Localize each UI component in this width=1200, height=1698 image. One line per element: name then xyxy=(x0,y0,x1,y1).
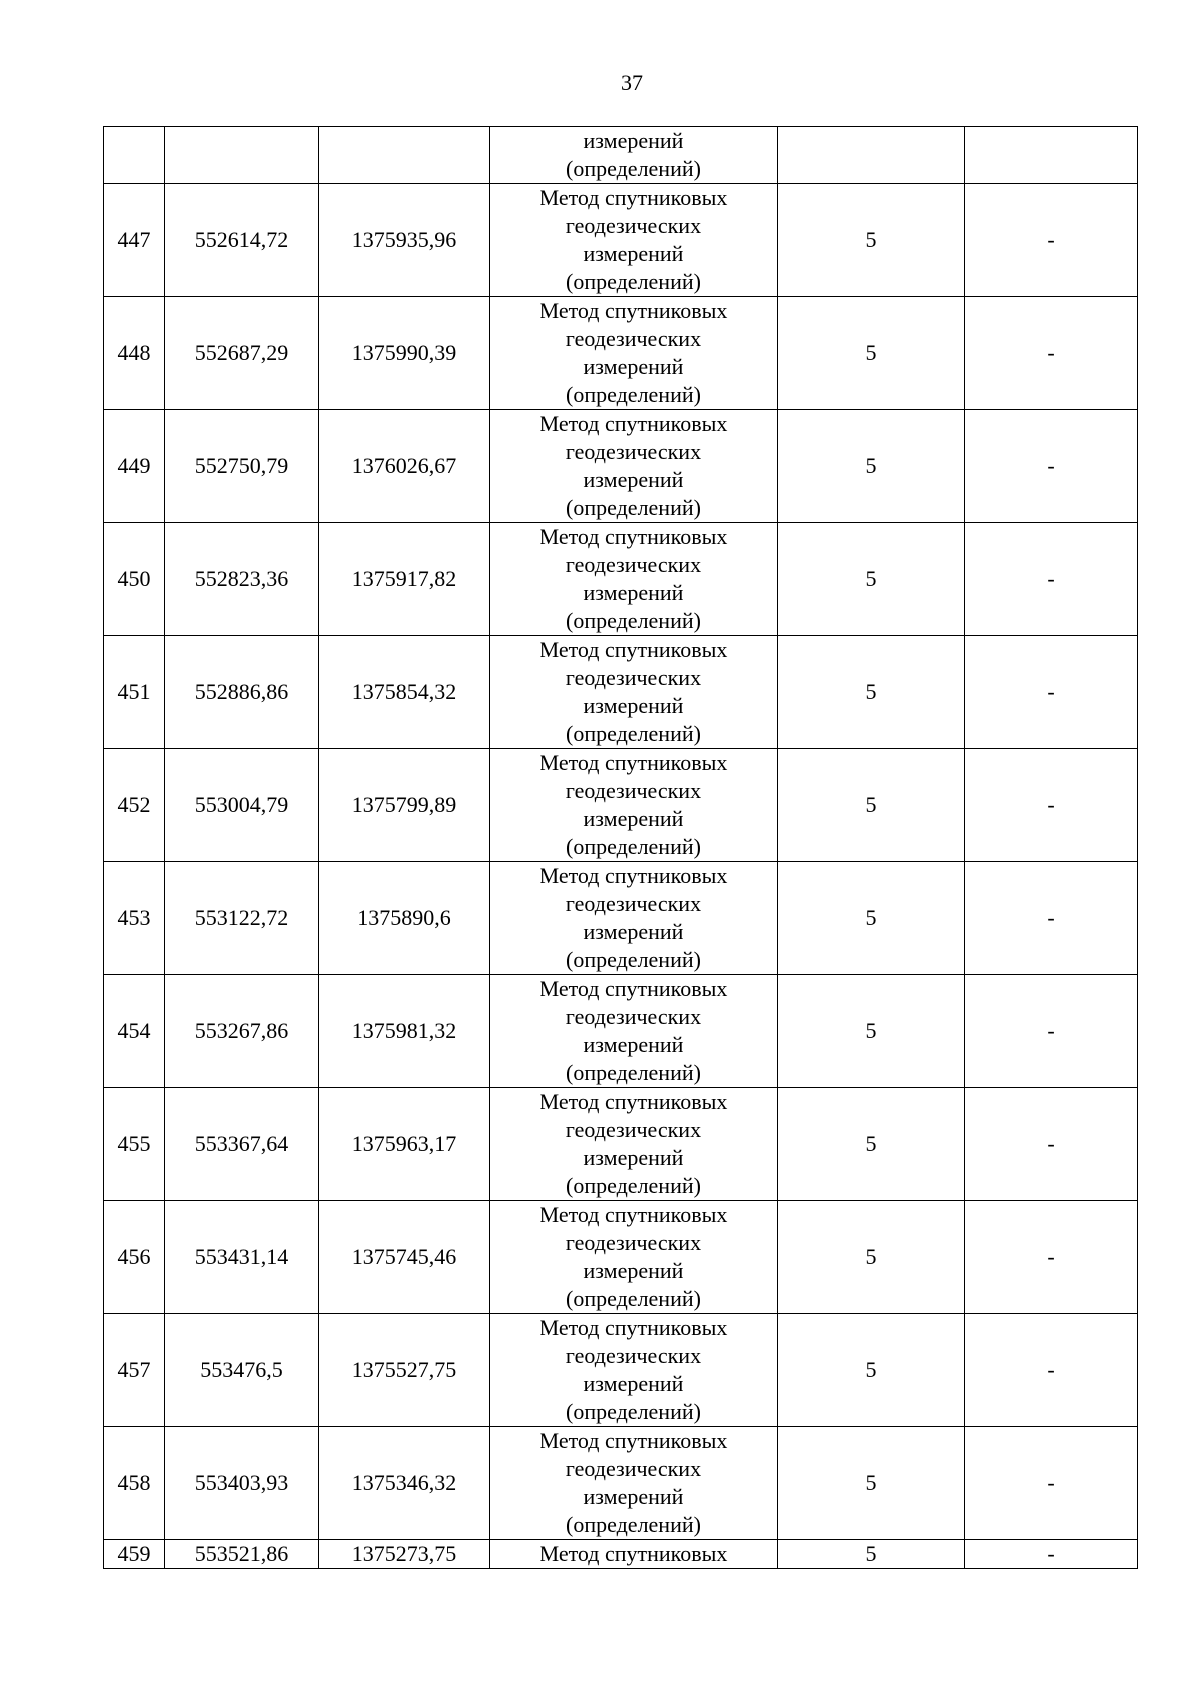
method-cell: Метод спутниковых геодезических измерений (определений) xyxy=(490,1314,778,1427)
method-cell: Метод спутниковых геодезических измерений (определений) xyxy=(490,862,778,975)
method-cell: Метод спутниковых геодезических измерений (определений) xyxy=(490,1427,778,1540)
y-coordinate-cell: 1375981,32 xyxy=(319,975,490,1088)
accuracy-cell xyxy=(778,127,965,184)
method-cell: Метод спутниковых геодезических измерений (определений) xyxy=(490,975,778,1088)
extra-cell: - xyxy=(965,184,1138,297)
point-number-cell: 458 xyxy=(104,1427,165,1540)
point-number-cell: 452 xyxy=(104,749,165,862)
y-coordinate-cell: 1375745,46 xyxy=(319,1201,490,1314)
point-number-cell: 447 xyxy=(104,184,165,297)
x-coordinate-cell: 553476,5 xyxy=(165,1314,319,1427)
extra-cell: - xyxy=(965,1540,1138,1569)
y-coordinate-cell: 1375935,96 xyxy=(319,184,490,297)
accuracy-cell: 5 xyxy=(778,1427,965,1540)
table-row xyxy=(104,523,1138,636)
x-coordinate-cell: 553122,72 xyxy=(165,862,319,975)
x-coordinate-cell: 552823,36 xyxy=(165,523,319,636)
accuracy-cell: 5 xyxy=(778,975,965,1088)
method-cell: Метод спутниковых геодезических измерений (определений) xyxy=(490,1088,778,1201)
point-number-cell: 456 xyxy=(104,1201,165,1314)
accuracy-cell: 5 xyxy=(778,636,965,749)
y-coordinate-cell: 1375527,75 xyxy=(319,1314,490,1427)
extra-cell: - xyxy=(965,1088,1138,1201)
y-coordinate-cell: 1375990,39 xyxy=(319,297,490,410)
x-coordinate-cell: 552614,72 xyxy=(165,184,319,297)
accuracy-cell: 5 xyxy=(778,1314,965,1427)
x-coordinate-cell: 553367,64 xyxy=(165,1088,319,1201)
accuracy-cell: 5 xyxy=(778,184,965,297)
y-coordinate-cell: 1375273,75 xyxy=(319,1540,490,1569)
y-coordinate-cell: 1375799,89 xyxy=(319,749,490,862)
table-row xyxy=(104,636,1138,749)
y-coordinate-cell: 1375854,32 xyxy=(319,636,490,749)
x-coordinate-cell xyxy=(165,127,319,184)
x-coordinate-cell: 552750,79 xyxy=(165,410,319,523)
y-coordinate-cell: 1375917,82 xyxy=(319,523,490,636)
table-row xyxy=(104,1314,1138,1427)
x-coordinate-cell: 553004,79 xyxy=(165,749,319,862)
extra-cell: - xyxy=(965,410,1138,523)
point-number-cell: 448 xyxy=(104,297,165,410)
point-number-cell: 451 xyxy=(104,636,165,749)
extra-cell: - xyxy=(965,1427,1138,1540)
coordinates-table xyxy=(103,126,1138,1569)
accuracy-cell: 5 xyxy=(778,749,965,862)
extra-cell: - xyxy=(965,1314,1138,1427)
accuracy-cell: 5 xyxy=(778,297,965,410)
accuracy-cell: 5 xyxy=(778,1540,965,1569)
accuracy-cell: 5 xyxy=(778,523,965,636)
extra-cell: - xyxy=(965,636,1138,749)
point-number-cell: 459 xyxy=(104,1540,165,1569)
table-row xyxy=(104,410,1138,523)
extra-cell xyxy=(965,127,1138,184)
table-row xyxy=(104,1427,1138,1540)
accuracy-cell: 5 xyxy=(778,862,965,975)
page-number: 37 xyxy=(621,70,643,95)
extra-cell: - xyxy=(965,523,1138,636)
table-row xyxy=(104,862,1138,975)
y-coordinate-cell: 1376026,67 xyxy=(319,410,490,523)
method-cell: Метод спутниковых геодезических измерений (определений) xyxy=(490,184,778,297)
x-coordinate-cell: 552886,86 xyxy=(165,636,319,749)
method-cell: Метод спутниковых геодезических измерений (определений) xyxy=(490,297,778,410)
table-row-continuation xyxy=(104,127,1138,184)
table-row xyxy=(104,297,1138,410)
accuracy-cell: 5 xyxy=(778,1088,965,1201)
x-coordinate-cell: 552687,29 xyxy=(165,297,319,410)
table-row xyxy=(104,184,1138,297)
y-coordinate-cell xyxy=(319,127,490,184)
method-cell: Метод спутниковых геодезических измерений (определений) xyxy=(490,749,778,862)
point-number-cell: 457 xyxy=(104,1314,165,1427)
method-cell: измерений (определений) xyxy=(490,127,778,184)
point-number-cell: 450 xyxy=(104,523,165,636)
point-number-cell: 455 xyxy=(104,1088,165,1201)
method-cell: Метод спутниковых xyxy=(490,1540,778,1569)
extra-cell: - xyxy=(965,1201,1138,1314)
table-row-last xyxy=(104,1540,1138,1569)
extra-cell: - xyxy=(965,297,1138,410)
method-cell: Метод спутниковых геодезических измерений (определений) xyxy=(490,523,778,636)
point-number-cell xyxy=(104,127,165,184)
x-coordinate-cell: 553431,14 xyxy=(165,1201,319,1314)
x-coordinate-cell: 553521,86 xyxy=(165,1540,319,1569)
point-number-cell: 453 xyxy=(104,862,165,975)
method-cell: Метод спутниковых геодезических измерений (определений) xyxy=(490,636,778,749)
x-coordinate-cell: 553267,86 xyxy=(165,975,319,1088)
extra-cell: - xyxy=(965,749,1138,862)
table-body xyxy=(104,127,1138,1569)
point-number-cell: 454 xyxy=(104,975,165,1088)
extra-cell: - xyxy=(965,975,1138,1088)
table-row xyxy=(104,1201,1138,1314)
point-number-cell: 449 xyxy=(104,410,165,523)
table-row xyxy=(104,749,1138,862)
table-row xyxy=(104,975,1138,1088)
method-cell: Метод спутниковых геодезических измерений (определений) xyxy=(490,1201,778,1314)
table-row xyxy=(104,1088,1138,1201)
y-coordinate-cell: 1375890,6 xyxy=(319,862,490,975)
extra-cell: - xyxy=(965,862,1138,975)
y-coordinate-cell: 1375346,32 xyxy=(319,1427,490,1540)
method-cell: Метод спутниковых геодезических измерений (определений) xyxy=(490,410,778,523)
y-coordinate-cell: 1375963,17 xyxy=(319,1088,490,1201)
x-coordinate-cell: 553403,93 xyxy=(165,1427,319,1540)
accuracy-cell: 5 xyxy=(778,1201,965,1314)
accuracy-cell: 5 xyxy=(778,410,965,523)
